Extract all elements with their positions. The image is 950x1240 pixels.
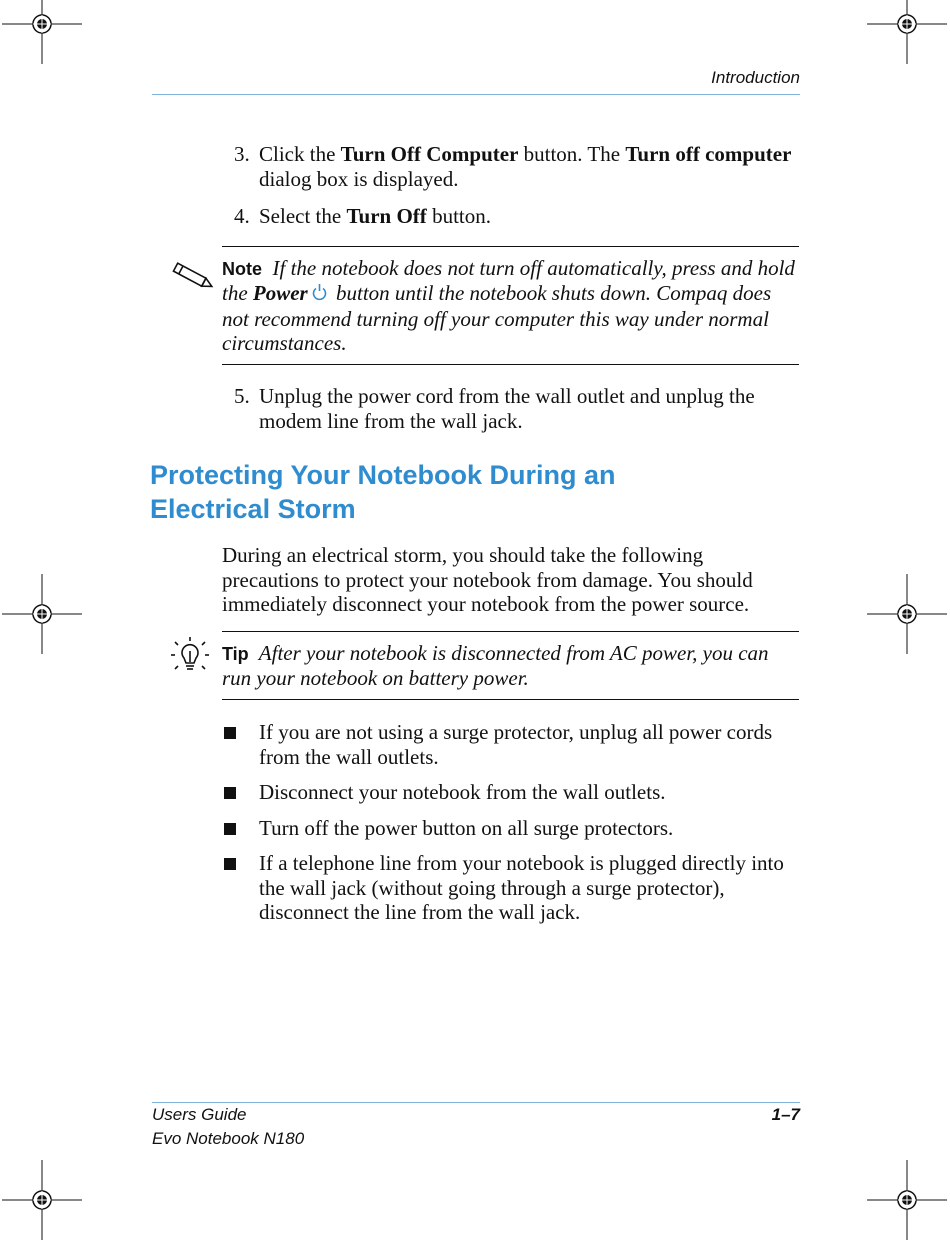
precautions-list (222, 720, 802, 925)
tip-text (222, 641, 799, 690)
step-text: button. The (518, 142, 626, 166)
section-heading-line-2: Electrical Storm (150, 494, 356, 524)
step-text: dialog box is displayed. (259, 167, 459, 191)
list-item-text: Turn off the power button on all surge protectors. (259, 815, 674, 840)
step-4 (234, 204, 794, 229)
registration-mark-bottom-right (867, 1160, 947, 1240)
list-item-text: Disconnect your notebook from the wall outlets. (259, 780, 666, 804)
note-bold: Power (252, 281, 308, 305)
header-rule (152, 94, 800, 95)
list-item-text: If a telephone line from your notebook is plugged directly into the wall jack (without going through a surge protector), disconnect the line from the wall jack. (259, 851, 784, 924)
step-number: 4. (234, 204, 250, 228)
footer-guide: Users Guide (152, 1105, 247, 1124)
bullet-square-icon (224, 727, 236, 739)
list-item (222, 720, 802, 769)
footer-rule (152, 1102, 800, 1103)
note-label: Note (222, 259, 262, 279)
steps-list-top (234, 142, 794, 229)
bullet-square-icon (224, 823, 236, 835)
step-number: 3. (234, 142, 250, 166)
list-item (222, 851, 802, 925)
bullet-square-icon (224, 858, 236, 870)
registration-mark-top-left (2, 0, 82, 64)
running-header: Introduction (711, 68, 800, 87)
step-text: button. (426, 204, 491, 228)
tip-box (222, 631, 799, 700)
step-number: 5. (234, 384, 250, 408)
list-item (222, 816, 802, 841)
step-5 (234, 384, 794, 434)
pencil-icon (170, 260, 216, 299)
note-text-part: If the notebook does not turn off automatically, press and hold the (222, 256, 795, 305)
step-bold: Turn Off Computer (340, 142, 519, 166)
step-bold: Turn off computer (625, 142, 792, 166)
intro-paragraph: During an electrical storm, you should take the following precautions to protect your notebook from damage. You should immediately disconnect your notebook from the power source. (222, 543, 753, 616)
list-item-text: If you are not using a surge protector, unplug all power cords from the wall outlets. (259, 720, 773, 769)
registration-mark-bottom-left (2, 1160, 82, 1240)
lightbulb-icon (170, 636, 212, 683)
registration-mark-top-right (867, 0, 947, 64)
note-text-part: button until the notebook shuts down. Compaq does not recommend turning off your computer this way under normal circumstances. (222, 281, 772, 355)
step-text: Select the (259, 204, 347, 228)
registration-mark-mid-right (867, 574, 947, 654)
registration-mark-mid-left (2, 574, 82, 654)
step-3 (234, 142, 794, 192)
note-text (222, 256, 799, 355)
step-bold: Turn Off (346, 204, 427, 228)
power-icon (311, 283, 328, 307)
section-heading-line-1: Protecting Your Notebook During an (150, 460, 616, 490)
tip-body: After your notebook is disconnected from AC power, you can run your notebook on battery power. (222, 641, 769, 690)
bullet-square-icon (224, 787, 236, 799)
section-heading (150, 458, 710, 526)
step-text: Click the (259, 142, 341, 166)
footer-product: Evo Notebook N180 (152, 1129, 305, 1148)
note-box (222, 246, 799, 365)
page-number: 1–7 (771, 1105, 800, 1124)
list-item (222, 780, 802, 805)
step-text: Unplug the power cord from the wall outlet and unplug the modem line from the wall jack. (259, 384, 755, 433)
tip-label: Tip (222, 644, 249, 664)
steps-list-bottom (234, 384, 794, 434)
